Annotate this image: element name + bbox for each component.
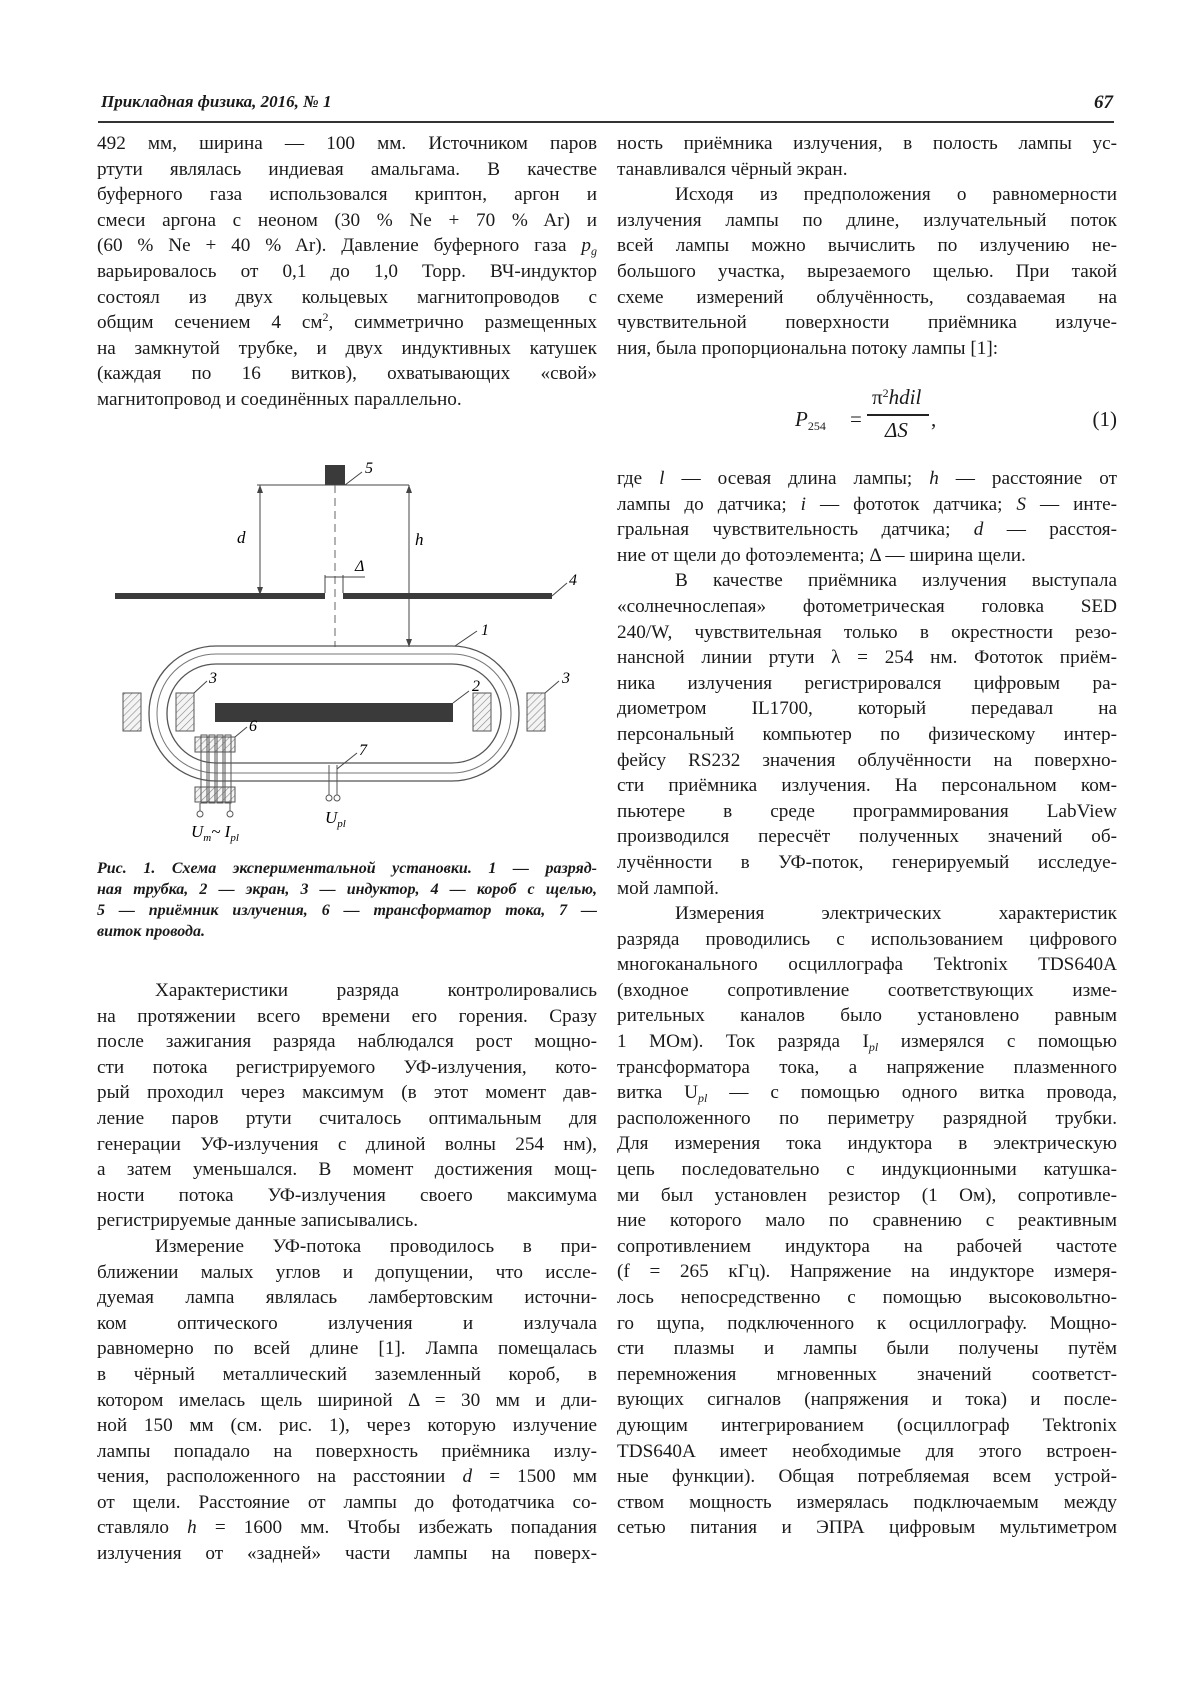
- text-line: после зажигания разряда наблюдался рост мощно-: [97, 1031, 597, 1053]
- pg-subscript: g: [591, 244, 597, 259]
- text-line: на протяжении всего времени его горения. Сразу: [97, 1005, 597, 1027]
- left-column-top: [97, 131, 597, 413]
- text-line: [617, 1029, 1117, 1055]
- text-line: чувствительной поверхности приёмника излуче-: [617, 312, 1117, 334]
- text-line: [97, 233, 597, 259]
- text-line: ближении малых углов и допущении, что иссле-: [97, 1261, 597, 1283]
- text-line: ной 150 мм (см. рис. 1), через которую излучение: [97, 1415, 597, 1437]
- text-line: сти плазмы и лампы были получены путём: [617, 1338, 1117, 1360]
- inductor-left-inner: [176, 693, 194, 731]
- figure-experimental-setup: [97, 445, 597, 845]
- wire-loop: [329, 765, 337, 795]
- text-span: чения, расположенного на расстоянии: [97, 1466, 463, 1488]
- text-span: витка U: [617, 1082, 699, 1104]
- equation-denominator: ΔS: [885, 418, 908, 442]
- text-line: лампы до датчика; i — фототок датчика; S — инте-: [617, 493, 1117, 515]
- inductor-left-outer: [123, 693, 141, 731]
- journal-title: Прикладная физика, 2016, № 1: [101, 92, 332, 111]
- text-line: рый проходил через максимум (в этот момент дав-: [97, 1082, 597, 1104]
- text-line: цепь последовательно с индукционными катушка-: [617, 1159, 1117, 1181]
- text-line: ством мощность измерялась подключаемым между: [617, 1491, 1117, 1513]
- label-ut-ipl: $U_т\sim$ $I_{pl}$: [191, 822, 239, 844]
- label-7: 7: [359, 742, 367, 759]
- text-line: ление паров ртути считалось оптимальным для: [97, 1107, 597, 1129]
- text-line: вующих сигналов (напряжения и тока) и после-: [617, 1389, 1117, 1411]
- text-span: = 1500 мм: [472, 1466, 598, 1488]
- text-line: [97, 1464, 597, 1490]
- caption-line: Рис. 1. Схема экспериментальной установки. 1 — разряд-: [97, 860, 597, 877]
- text-line: танавливался чёрный экран.: [617, 158, 848, 180]
- text-line: ние от щели до фотоэлемента; Δ — ширина щели.: [617, 544, 1026, 566]
- caption-line: ная трубка, 2 — экран, 3 — индуктор, 4 — короб с щелью,: [97, 881, 597, 898]
- text-line: котором имелась щель шириной Δ = 30 мм и дли-: [97, 1389, 597, 1411]
- label-delta: Δ: [355, 558, 365, 575]
- text-span: , симметрично размещенных: [328, 312, 597, 334]
- text-line: 240/W, чувствительная только в окрестности резо-: [617, 621, 1117, 643]
- text-line: TDS640A имеет необходимые для этого встроен-: [617, 1440, 1117, 1462]
- text-line: ности потока УФ-излучения своего максимума: [97, 1184, 597, 1206]
- text-line: излучения от «задней» части лампы на поверх-: [97, 1543, 597, 1565]
- right-column-top: [617, 131, 1117, 361]
- right-column-bottom: [617, 466, 1117, 1541]
- text-line: а затем уменьшался. В момент достижения мощ-: [97, 1159, 597, 1181]
- text-line: на замкнутой трубке, и двух индуктивных катушек: [97, 337, 597, 359]
- equals-sign: =: [850, 407, 862, 431]
- text-span: измерялся с помощью: [878, 1031, 1117, 1053]
- text-line: генерации УФ-излучения с длиной волны 254 нм),: [97, 1133, 597, 1155]
- text-line: гральная чувствительность датчика; d — расстоя-: [617, 519, 1117, 541]
- pl-subscript: pl: [698, 1091, 708, 1106]
- text-line: персональный компьютер по физическому интер-: [617, 723, 1117, 745]
- text-line: где l — осевая длина лампы; h — расстояние от: [617, 468, 1117, 489]
- text-line: схеме измерений облучённость, создаваемая на: [617, 286, 1117, 308]
- text-line: ния, была пропорциональна потоку лампы [1]:: [617, 337, 999, 359]
- text-line: ми был установлен резистор (1 Ом), сопротивле-: [617, 1184, 1117, 1206]
- text-line: равномерно по всей длине [1]. Лампа помещалась: [97, 1338, 597, 1360]
- caption-line: виток провода.: [97, 923, 205, 940]
- text-line: в чёрный металлический заземленный короб, в: [97, 1363, 597, 1385]
- caption-line: 5 — приёмник излучения, 6 — трансформатор тока, 7 —: [97, 902, 597, 919]
- text-line: (каждая по 16 витков), охватывающих «свой»: [97, 363, 597, 385]
- header-rule: [98, 121, 1114, 123]
- text-line: Исходя из предположения о равномерности: [675, 184, 1117, 206]
- text-line: излучения лампы по длине, излучательный поток: [617, 209, 1117, 231]
- text-line: сти потока регистрируемого УФ-излучения, кото-: [97, 1056, 597, 1078]
- text-line: В качестве приёмника излучения выступала: [675, 570, 1117, 592]
- pl-subscript: pl: [868, 1040, 879, 1055]
- equation-numerator: $\pi^2hdil$: [872, 385, 922, 409]
- fraction-bar: [867, 414, 929, 416]
- d-symbol: d: [462, 1466, 473, 1488]
- label-5: 5: [365, 460, 373, 477]
- equation-comma: ,: [931, 407, 937, 431]
- receiver-block: [325, 465, 345, 485]
- inductor-right-outer: [527, 693, 545, 731]
- text-line: [617, 1080, 1117, 1106]
- box-left-wall: [115, 593, 325, 599]
- text-span: ставляло: [97, 1517, 188, 1539]
- text-line: магнитопровод и соединённых параллельно.: [97, 388, 462, 410]
- text-line: лампы попадало на поверхность приёмника излу-: [97, 1440, 597, 1462]
- text-line: перемножения мгновенных значений соответст-: [617, 1363, 1117, 1385]
- page-number: 67: [1094, 92, 1113, 113]
- label-d: d: [237, 528, 246, 547]
- text-line: [97, 1515, 597, 1541]
- text-line: ные функции). Общая потребляемая всем устрой-: [617, 1466, 1117, 1488]
- text-line: смеси аргона с неоном (30 % Ne + 70 % Ar) и: [97, 209, 597, 231]
- text-line: буферного газа использовался криптон, аргон и: [97, 184, 597, 206]
- text-line: ника излучения регистрировался цифровым ра-: [617, 672, 1117, 694]
- text-line: лучённости в УФ-поток, генерируемый исследуе-: [617, 851, 1117, 873]
- text-line: ние которого мало по сравнению с реактивным: [617, 1210, 1117, 1232]
- text-line: (f = 265 кГц). Напряжение на индукторе измеря-: [617, 1261, 1117, 1283]
- text-line: многоканального осциллографа Tektronix TDS640A: [617, 954, 1117, 976]
- text-span: = 1600 мм. Чтобы избежать попадания: [196, 1517, 597, 1539]
- text-line: го щупа, подключенного к осциллографу. Мощно-: [617, 1312, 1117, 1334]
- text-line: рительных каналов было установлено равным: [617, 1005, 1117, 1027]
- label-3-right: 3: [562, 670, 570, 687]
- text-line: нансной линии ртути λ = 254 нм. Фототок приём-: [617, 647, 1117, 669]
- text-span: — с помощью одного витка провода,: [707, 1082, 1117, 1104]
- text-line: Характеристики разряда контролировались: [155, 980, 597, 1001]
- label-2: 2: [472, 678, 480, 695]
- figure-caption: [97, 858, 597, 942]
- text-line: Измерения электрических характеристик: [675, 903, 1117, 925]
- pg-symbol: p: [581, 235, 591, 257]
- label-4: 4: [569, 572, 577, 589]
- text-line: разряда проводились с использованием цифрового: [617, 928, 1117, 950]
- text-line: расположенного по периметру разрядной трубки.: [617, 1107, 1117, 1129]
- text-line: трансформатора тока, а напряжение плазменного: [617, 1056, 1117, 1078]
- text-line: большого участка, вырезаемого щелью. При такой: [617, 260, 1117, 282]
- text-line: дующим интегрированием (осциллограф Tektronix: [617, 1414, 1117, 1436]
- equation-1: [617, 385, 1117, 455]
- text-line: всей лампы можно вычислить по излучению не-: [617, 235, 1117, 257]
- text-span: (60 % Ne + 40 % Ar). Давление буферного газа: [97, 235, 582, 257]
- inductor-right-inner: [473, 693, 491, 731]
- h-symbol: h: [187, 1517, 197, 1539]
- text-line: «солнечнослепая» фотометрическая головка SED: [617, 595, 1117, 617]
- text-line: сетью питания и ЭПРА цифровым мультиметром: [617, 1517, 1117, 1539]
- running-header: [101, 92, 1113, 122]
- text-line: ртути являлась индиевая амальгама. В качестве: [97, 158, 597, 180]
- text-line: ность приёмника излучения, в полость лампы ус-: [617, 133, 1117, 154]
- text-span: 1 МОм). Ток разряда I: [617, 1031, 869, 1053]
- label-3-left: 3: [209, 670, 217, 687]
- label-6: 6: [249, 718, 257, 735]
- left-column-bottom: [97, 978, 597, 1567]
- equation-number: (1): [1092, 407, 1117, 431]
- text-line: (входное сопротивление соответствующих изме-: [617, 979, 1117, 1001]
- text-line: от щели. Расстояние от лампы до фотодатчика со-: [97, 1491, 597, 1513]
- text-line: диометром IL1700, который передавал на: [617, 698, 1117, 720]
- text-line: фейсу RS232 значения облучённости на поверхно-: [617, 749, 1117, 771]
- text-line: лось непосредственно с помощью высоковольтно-: [617, 1287, 1117, 1308]
- text-line: Измерение УФ-потока проводилось в при-: [155, 1235, 597, 1257]
- text-line: варьировалось от 0,1 до 1,0 Торр. ВЧ-индуктор: [97, 260, 597, 282]
- text-line: ком оптического излучения и излучала: [97, 1312, 597, 1334]
- superscript: 2: [322, 310, 329, 325]
- text-line: сопротивлением индуктора на рабочей частоте: [617, 1235, 1117, 1257]
- text-line: дуемая лампа являлась ламбертовским источни-: [97, 1287, 597, 1309]
- label-u-pl: $U_{pl}$: [325, 808, 346, 830]
- text-line: 492 мм, ширина — 100 мм. Источником паров: [97, 133, 597, 154]
- text-line: [97, 310, 597, 336]
- equation-lhs: $P_{254}$: [795, 407, 826, 433]
- label-h: h: [415, 530, 424, 549]
- text-line: пьютере в среде программирования LabView: [617, 800, 1117, 822]
- label-1: 1: [481, 622, 489, 639]
- text-line: состоял из двух кольцевых магнитопроводов с: [97, 286, 597, 308]
- text-line: сти приёмника излучения. На персональном ком-: [617, 775, 1117, 797]
- text-span: общим сечением 4 см: [97, 312, 323, 334]
- text-line: мой лампой.: [617, 877, 719, 899]
- text-line: производился пересчёт полученных значений об-: [617, 826, 1117, 848]
- box-right-wall: [343, 593, 552, 599]
- text-line: Для измерения тока индуктора в электрическую: [617, 1133, 1117, 1155]
- text-line: регистрируемые данные записывались.: [97, 1210, 418, 1232]
